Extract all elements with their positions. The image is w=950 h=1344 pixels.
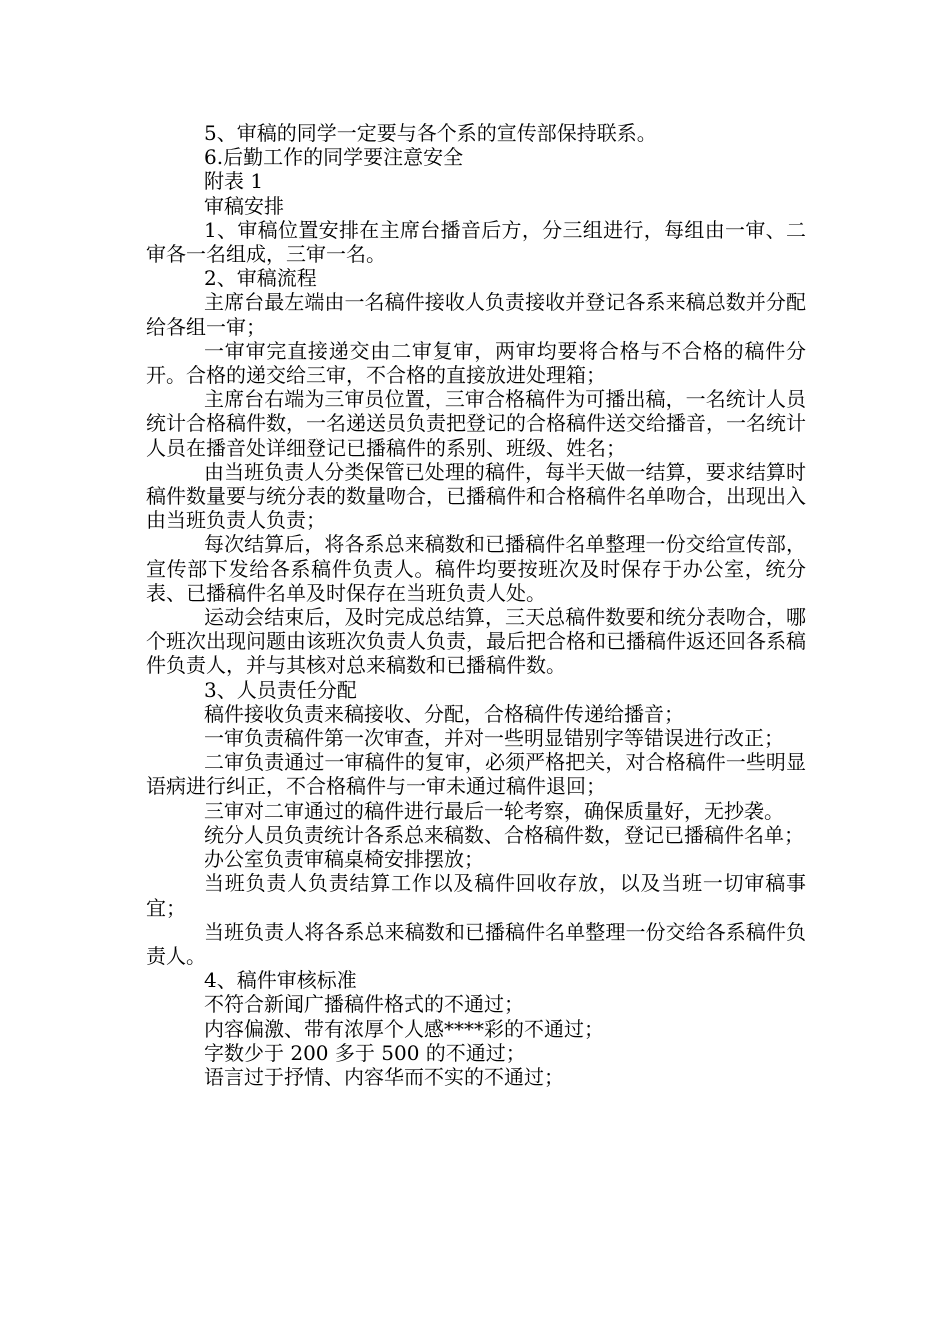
paragraph: 稿件接收负责来稿接收、分配，合格稿件传递给播音； (204, 701, 684, 726)
appendix-title: 附表 1 (204, 169, 264, 194)
paragraph: 当班负责人负责结算工作以及稿件回收存放，以及当班一切审稿事宜； (146, 871, 806, 920)
paragraph: 每次结算后，将各系总来稿数和已播稿件名单整理一份交给宣传部，宣传部下发给各系稿件负责人。稿件均要按班次及时保存于办公室，统分表、已播稿件名单及时保存在当班负责人处。 (146, 532, 806, 605)
paragraph: 语言过于抒情、内容华而不实的不通过； (204, 1064, 564, 1089)
paragraph: 一审负责稿件第一次审查，并对一些明显错别字等错误进行改正； (204, 726, 784, 751)
paragraph: 当班负责人将各系总来稿数和已播稿件名单整理一份交给各系稿件负责人。 (146, 919, 806, 968)
subsection-heading: 4、稿件审核标准 (204, 968, 357, 993)
document-body (146, 121, 806, 1089)
paragraph: 字数少于 200 多于 500 的不通过； (204, 1040, 526, 1065)
paragraph: 主席台右端为三审员位置，三审合格稿件为可播出稿，一名统计人员统计合格稿件数，一名递送员负责把登记的合格稿件送交给播音，一名统计人员在播音处详细登记已播稿件的系别、班级、姓名； (146, 387, 806, 460)
subsection-heading: 3、人员责任分配 (204, 677, 357, 702)
paragraph: 1、审稿位置安排在主席台播音后方，分三组进行，每组由一审、二审各一名组成，三审一名。 (146, 217, 806, 267)
paragraph: 运动会结束后，及时完成总结算，三天总稿件数要和统分表吻合，哪个班次出现问题由该班次负责人负责，最后把合格和已播稿件返还回各系稿件负责人，并与其核对总来稿数和已播稿件数。 (146, 605, 806, 678)
paragraph: 一审审完直接递交由二审复审，两审均要将合格与不合格的稿件分开。合格的递交给三审，不合格的直接放进处理箱； (146, 338, 806, 388)
paragraph: 不符合新闻广播稿件格式的不通过； (204, 992, 524, 1017)
paragraph: 统分人员负责统计各系总来稿数、合格稿件数，登记已播稿件名单； (204, 822, 804, 847)
paragraph: 三审对二审通过的稿件进行最后一轮考察，确保质量好，无抄袭。 (204, 798, 784, 823)
paragraph: 二审负责通过一审稿件的复审，必须严格把关，对合格稿件一些明显语病进行纠正，不合格稿件与一审未通过稿件退回； (146, 750, 806, 799)
section-title: 审稿安排 (204, 193, 284, 218)
paragraph-item-6: 6.后勤工作的同学要注意安全 (204, 145, 464, 170)
paragraph: 内容偏激、带有浓厚个人感****彩的不通过； (204, 1016, 604, 1041)
paragraph: 主席台最左端由一名稿件接收人负责接收并登记各系来稿总数并分配给各组一审； (146, 290, 806, 339)
paragraph: 办公室负责审稿桌椅安排摆放； (204, 847, 484, 872)
paragraph-item-5: 5、审稿的同学一定要与各个系的宣传部保持联系。 (204, 121, 657, 145)
paragraph: 由当班负责人分类保管已处理的稿件，每半天做一结算，要求结算时稿件数量要与统分表的数量吻合，已播稿件和合格稿件名单吻合，出现出入由当班负责人负责； (146, 459, 806, 533)
subsection-heading: 2、审稿流程 (204, 266, 317, 291)
